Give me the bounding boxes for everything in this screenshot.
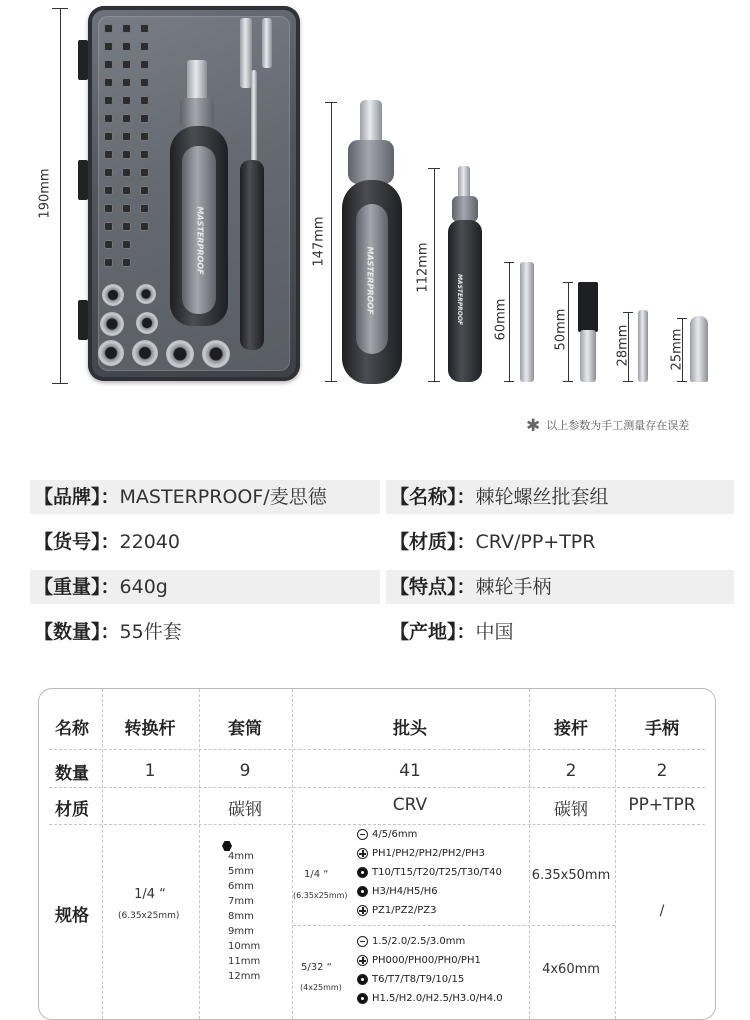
socket xyxy=(100,312,124,336)
case-handle-brand: MASTERPROOF xyxy=(195,206,205,275)
bit-spec-text: 4/5/6mm xyxy=(372,829,418,840)
storage-bit xyxy=(104,150,113,159)
ext-spec-b: 4x60mm xyxy=(542,962,600,977)
bit-spec-text: PH1/PH2/PH2/PH2/PH3 xyxy=(372,848,486,859)
storage-bit xyxy=(122,258,131,267)
storage-bit xyxy=(122,150,131,159)
storage-bit xyxy=(140,24,149,33)
socket-size: 10mm xyxy=(228,941,261,952)
storage-bit xyxy=(104,96,113,105)
storage-bit xyxy=(140,114,149,123)
bit-holder-adapter xyxy=(578,282,598,332)
storage-bit xyxy=(140,132,149,141)
storage-bit xyxy=(122,96,131,105)
mat-socket: 碳钢 xyxy=(228,800,262,820)
socket xyxy=(136,284,156,304)
dimension-label-adapter: 50mm xyxy=(553,308,569,351)
socket xyxy=(102,284,124,306)
storage-bit xyxy=(122,114,131,123)
socket-size: 8mm xyxy=(228,911,254,922)
small-handle-brand: MASTERPROOF xyxy=(456,273,464,326)
qty-adapter: 1 xyxy=(144,761,156,781)
spec-feature: 【特点】：棘轮手柄 xyxy=(386,570,734,604)
spec-name: 【名称】：棘轮螺丝批套组 xyxy=(386,480,734,514)
header-name: 名称 xyxy=(55,719,89,739)
row-label-qty: 数量 xyxy=(55,764,89,784)
header-adapter: 转换杆 xyxy=(124,719,176,739)
dimension-label-large-handle: 147mm xyxy=(311,216,327,267)
socket-size: 5mm xyxy=(228,866,254,877)
dimension-label-extension: 60mm xyxy=(493,298,509,341)
large-handle-ratchet xyxy=(348,140,394,184)
hex-tip-icon xyxy=(357,993,368,1004)
storage-bit xyxy=(104,132,113,141)
bit-spec-row xyxy=(357,886,438,897)
bit-spec-row xyxy=(357,867,502,878)
bits-b-sub: (4x25mm) xyxy=(300,983,342,992)
case-hinge xyxy=(78,40,88,80)
torx-tip-icon xyxy=(357,867,368,878)
bit-spec-text: 1.5/2.0/2.5/3.0mm xyxy=(372,936,466,947)
dimension-line-case xyxy=(60,8,61,384)
handle-spec: / xyxy=(659,903,665,919)
storage-bit xyxy=(140,96,149,105)
adapter-spec-sub: (6.35x25mm) xyxy=(118,911,180,921)
large-handle-shaft xyxy=(360,100,382,144)
slotted-tip-icon xyxy=(357,829,368,840)
asterisk-icon: ✱ xyxy=(526,416,541,436)
socket-size: 4mm xyxy=(228,851,254,862)
bit-spec-row xyxy=(357,936,465,947)
small-handle-grip xyxy=(448,220,482,382)
storage-bit xyxy=(104,114,113,123)
storage-bit xyxy=(104,168,113,177)
case-small-handle xyxy=(240,160,264,350)
storage-bit xyxy=(122,240,131,249)
storage-bit xyxy=(140,186,149,195)
pozidriv-tip-icon xyxy=(357,905,368,916)
storage-bit xyxy=(140,60,149,69)
row-label-spec: 规格 xyxy=(55,906,89,926)
storage-bit xyxy=(122,42,131,51)
row-label-material: 材质 xyxy=(55,800,89,820)
dimension-label-small-handle: 112mm xyxy=(415,242,431,293)
ext-spec-a: 6.35x50mm xyxy=(531,868,611,883)
storage-bit xyxy=(122,168,131,177)
bit-spec-text: H1.5/H2.0/H2.5/H3.0/H4.0 xyxy=(372,993,503,1004)
small-handle-shaft xyxy=(458,166,470,200)
dimension-label-bit-short: 28mm xyxy=(615,324,631,367)
storage-bit xyxy=(104,186,113,195)
bits-a-size: 1/4 “ xyxy=(304,869,329,880)
header-socket: 套筒 xyxy=(228,719,262,739)
dimension-line-small-handle xyxy=(434,168,435,382)
socket xyxy=(136,312,158,334)
storage-bit xyxy=(122,78,131,87)
socket xyxy=(166,340,194,368)
socket-size: 12mm xyxy=(228,971,261,982)
case-handle-shaft xyxy=(187,60,207,102)
storage-bit xyxy=(122,132,131,141)
bit-spec-row xyxy=(357,974,464,985)
storage-bit xyxy=(104,204,113,213)
spec-item-no: 【货号】：22040 xyxy=(30,525,380,559)
bits-b-size: 5/32 “ xyxy=(301,962,332,973)
storage-bit xyxy=(140,222,149,231)
storage-bit xyxy=(122,24,131,33)
bit-spec-text: T10/T15/T20/T25/T30/T40 xyxy=(372,867,502,878)
mat-handle: PP+TPR xyxy=(628,795,696,815)
socket-size: 7mm xyxy=(228,896,254,907)
socket-size: 6mm xyxy=(228,881,254,892)
socket xyxy=(132,340,158,366)
slotted-tip-icon xyxy=(357,936,368,947)
bit-long xyxy=(690,316,708,382)
bit-spec-row xyxy=(357,993,503,1004)
storage-bit xyxy=(104,78,113,87)
qty-handle: 2 xyxy=(656,761,668,781)
large-handle-brand: MASTERPROOF xyxy=(365,246,375,315)
qty-socket: 9 xyxy=(239,761,251,781)
mat-bits: CRV xyxy=(392,795,428,815)
dimension-label-case: 190mm xyxy=(37,168,53,219)
qty-extension: 2 xyxy=(565,761,577,781)
header-extension: 接杆 xyxy=(554,719,588,739)
storage-bit xyxy=(104,42,113,51)
bit-short xyxy=(638,310,648,382)
qty-bits: 41 xyxy=(399,761,421,781)
socket xyxy=(202,340,230,368)
storage-bit xyxy=(122,222,131,231)
spec-material: 【材质】：CRV/PP+TPR xyxy=(386,525,734,559)
adapter-spec-size: 1/4 “ xyxy=(134,887,166,902)
bit-spec-row xyxy=(357,905,436,916)
storage-bit xyxy=(104,24,113,33)
storage-bit xyxy=(140,42,149,51)
dimension-line-large-handle xyxy=(331,102,332,382)
spec-weight: 【重量】：640g xyxy=(30,570,380,604)
header-bits: 批头 xyxy=(393,719,427,739)
socket-size: 9mm xyxy=(228,926,254,937)
mat-extension: 碳钢 xyxy=(554,800,588,820)
storage-bit xyxy=(104,240,113,249)
storage-bit xyxy=(104,258,113,267)
spec-brand: 【品牌】：MASTERPROOF/麦思德 xyxy=(30,480,380,514)
spec-quantity: 【数量】：55件套 xyxy=(30,615,380,649)
storage-bit xyxy=(122,204,131,213)
storage-bit xyxy=(122,186,131,195)
bit-spec-text: T6/T7/T8/T9/10/15 xyxy=(372,974,465,985)
storage-bit xyxy=(104,60,113,69)
large-handle-grip xyxy=(342,180,402,384)
extension-bar xyxy=(520,262,534,382)
header-handle: 手柄 xyxy=(645,719,679,739)
storage-bit xyxy=(122,60,131,69)
bit-spec-row xyxy=(357,848,485,859)
dimension-label-bit-long: 25mm xyxy=(669,328,685,371)
case-handle-grip xyxy=(170,126,228,326)
bits-a-sub: (6.35x25mm) xyxy=(293,891,348,900)
bit-spec-row xyxy=(357,955,481,966)
socket-size: 11mm xyxy=(228,956,261,967)
bit-spec-row xyxy=(357,829,417,840)
storage-bit xyxy=(140,78,149,87)
measurement-note: ✱ 以上参数为手工测量存在误差 xyxy=(526,416,690,436)
case-handle-ratchet xyxy=(180,98,214,128)
torx-tip-icon xyxy=(357,974,368,985)
phillips-tip-icon xyxy=(357,955,368,966)
socket xyxy=(98,340,124,366)
bit-spec-text: PZ1/PZ2/PZ3 xyxy=(372,905,437,916)
storage-bit xyxy=(140,168,149,177)
storage-bit xyxy=(140,150,149,159)
storage-bit xyxy=(104,222,113,231)
bit-spec-text: PH000/PH00/PH0/PH1 xyxy=(372,955,481,966)
phillips-tip-icon xyxy=(357,848,368,859)
hex-tip-icon xyxy=(357,886,368,897)
storage-bit xyxy=(140,204,149,213)
spec-origin: 【产地】：中国 xyxy=(386,615,734,649)
bit-spec-text: H3/H4/H5/H6 xyxy=(372,886,438,897)
